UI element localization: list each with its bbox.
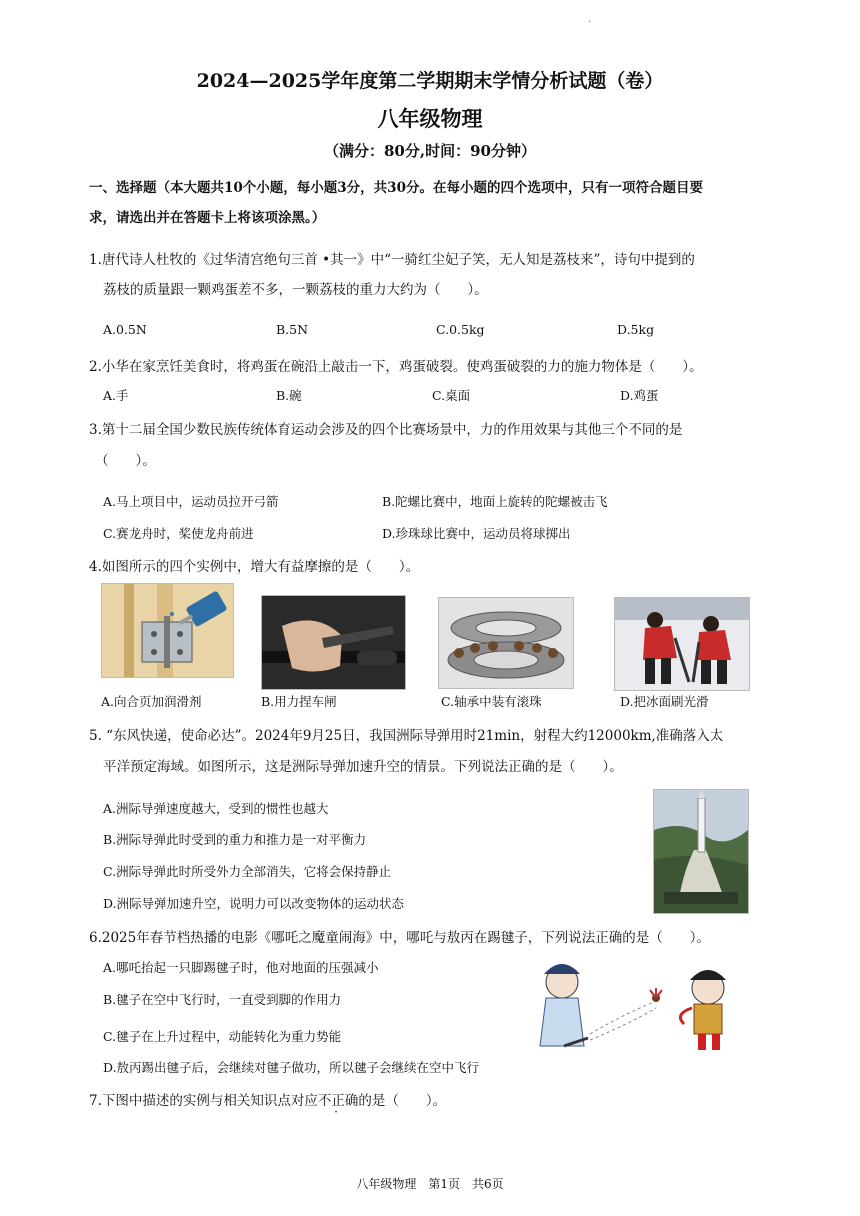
q3-option-d: D.珍珠球比赛中，运动员将球掷出	[382, 526, 571, 541]
q3-option-a: A.马上项目中，运动员拉开弓箭	[103, 494, 279, 509]
ball-bearing-image	[438, 597, 574, 689]
q1-stem-line2: 荔枝的质量跟一颗鸡蛋差不多，一颗荔枝的重力大约为（ ）。	[103, 282, 488, 298]
curling-sweeping-image	[614, 597, 750, 691]
q2-option-b: B.碗	[276, 388, 302, 403]
q1-option-b: B.5N	[276, 322, 309, 337]
q2-option-a: A.手	[103, 388, 129, 403]
q3-option-b: B.陀螺比赛中，地面上旋转的陀螺被击飞	[382, 494, 608, 509]
q1-option-a: A.0.5N	[103, 322, 147, 337]
q7-stem-emphasis: 不正确	[317, 1093, 359, 1109]
q4-option-b: B.用力捏车闸	[261, 694, 337, 709]
nezha-shuttlecock-image	[524, 954, 746, 1059]
q3-stem-line2: （ ）。	[95, 453, 156, 469]
q4-option-c: C.轴承中装有滚珠	[441, 694, 542, 709]
q3-option-c: C.赛龙舟时，桨使龙舟前进	[103, 526, 254, 541]
q1-option-d: D.5kg	[617, 322, 655, 337]
q6-option-b: B.毽子在空中飞行时，一直受到脚的作用力	[103, 992, 342, 1007]
exam-subject: 八年级物理	[377, 106, 483, 131]
q1-stem-line1: 1.唐代诗人杜牧的《过华清宫绝句三首 •其一》中“一骑红尘妃子笑，无人知是荔枝来”，诗句中提到的	[89, 252, 695, 268]
score-time-info: （满分：80分,时间：90分钟）	[324, 142, 536, 160]
hinge-lubricant-image	[101, 583, 234, 678]
section-instruction-line1: 一、选择题（本大题共10个小题，每小题3分，共30分。在每小题的四个选项中，只有一项符合题目要	[89, 180, 703, 196]
q4-option-d: D.把冰面刷光滑	[620, 694, 709, 709]
missile-launch-image	[653, 789, 749, 914]
q5-stem-line1: 5. “东风快递，使命必达”。2024年9月25日，我国洲际导弹用时21min，射程大约12000km,准确落入太	[89, 728, 724, 744]
q2-stem: 2.小华在家烹饪美食时，将鸡蛋在碗沿上敲击一下，鸡蛋破裂。使鸡蛋破裂的力的施力物体是（ ）。	[89, 359, 703, 375]
exam-title: 2024—2025学年度第二学期期末学情分析试题（卷）	[196, 70, 664, 92]
q6-option-a: A.哪吒抬起一只脚踢毽子时，他对地面的压强减小	[103, 960, 379, 975]
q5-option-d: D.洲际导弹加速升空，说明力可以改变物体的运动状态	[103, 896, 405, 911]
q7-stem-prefix: 7.下图中描述的实例与相关知识点对应	[89, 1093, 318, 1109]
q2-option-c: C.桌面	[432, 388, 471, 403]
q3-stem-line1: 3.第十二届全国少数民族传统体育运动会涉及的四个比赛场景中，力的作用效果与其他三个不同的是	[89, 422, 683, 438]
q6-option-d: D.敖丙踢出毽子后，会继续对毽子做功，所以毽子会继续在空中飞行	[103, 1060, 480, 1075]
q7-stem	[89, 1089, 446, 1109]
q5-option-b: B.洲际导弹此时受到的重力和推力是一对平衡力	[103, 832, 367, 847]
section-instruction-line2: 求，请选出并在答题卡上将该项涂黑。）	[89, 210, 326, 226]
q5-option-c: C.洲际导弹此时所受外力全部消失，它将会保持静止	[103, 864, 392, 879]
q2-option-d: D.鸡蛋	[620, 388, 659, 403]
q6-option-c: C.毽子在上升过程中，动能转化为重力势能	[103, 1029, 342, 1044]
bicycle-brake-image	[261, 595, 406, 690]
q5-stem-line2: 平洋预定海域。如图所示，这是洲际导弹加速升空的情景。下列说法正确的是（ ）。	[103, 759, 623, 775]
page-footer: 八年级物理 第1页 共6页	[356, 1177, 504, 1191]
q4-stem: 4.如图所示的四个实例中，增大有益摩擦的是（ ）。	[89, 559, 420, 575]
q7-stem-suffix: 的是（ ）。	[358, 1093, 447, 1109]
q6-stem: 6.2025年春节档热播的电影《哪吒之魔童闹海》中，哪吒与敖丙在踢毽子，下列说法正确的是（ ）。	[89, 930, 710, 946]
corner-dot: .	[588, 14, 592, 25]
q1-option-c: C.0.5kg	[436, 322, 485, 337]
q4-option-a: A.向合页加润滑剂	[101, 694, 202, 709]
q5-option-a: A.洲际导弹速度越大，受到的惯性也越大	[103, 801, 329, 816]
